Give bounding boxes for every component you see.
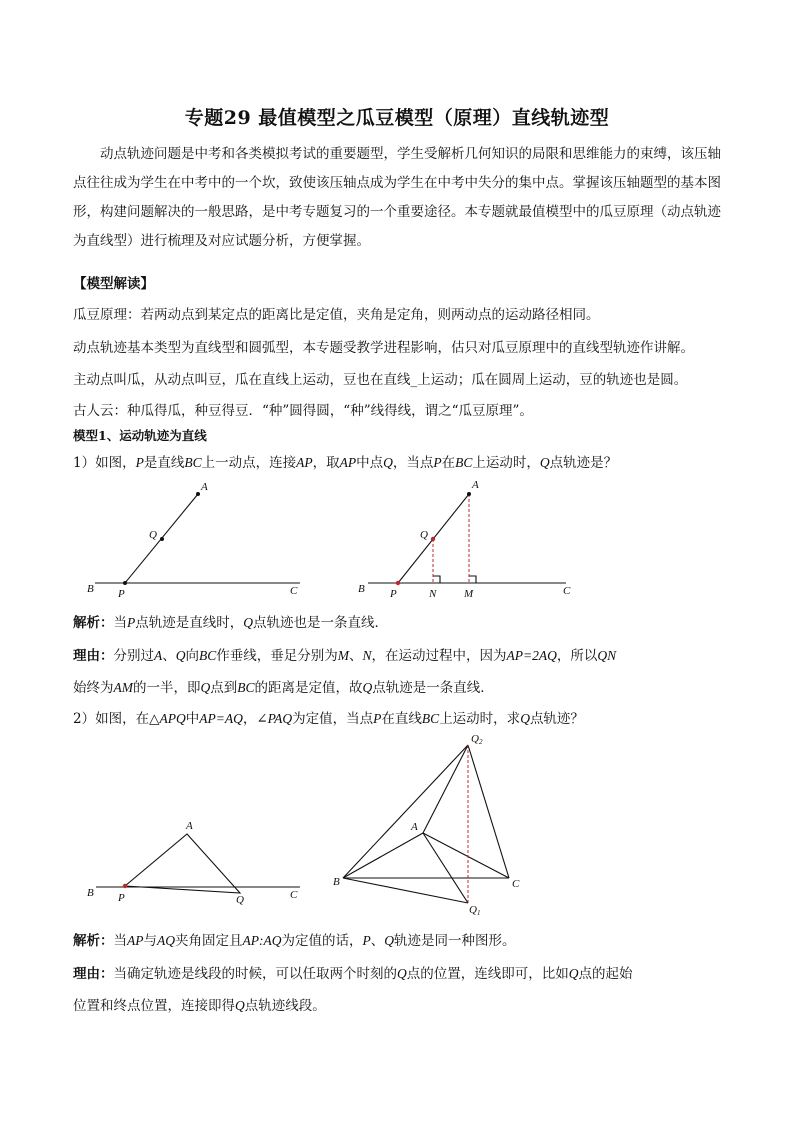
fig1-label-a: A bbox=[201, 481, 208, 493]
fig2-label-c: C bbox=[563, 585, 571, 597]
var: AM bbox=[113, 680, 133, 695]
text: 点轨迹线段。 bbox=[244, 998, 326, 1014]
fig4-segment-q2c bbox=[468, 745, 509, 878]
text: 中点 bbox=[356, 455, 384, 471]
var: Q bbox=[539, 455, 550, 470]
fig2-label-n: N bbox=[429, 588, 437, 600]
reason-2 bbox=[73, 962, 733, 982]
fig2-label-p: P bbox=[390, 588, 397, 600]
page-title: 专题29 最值模型之瓜豆模型（原理）直线轨迹型 bbox=[184, 107, 610, 129]
section-heading: 【模型解读】 bbox=[73, 276, 154, 292]
var: P bbox=[373, 711, 382, 726]
var: A bbox=[154, 648, 163, 663]
text: ，∠ bbox=[242, 711, 268, 727]
fig4-label-q1-letter: Q bbox=[469, 904, 477, 916]
var: BC bbox=[199, 648, 217, 663]
reason-2-cont bbox=[73, 994, 733, 1014]
text: 当 bbox=[113, 933, 127, 949]
text: 在直线 bbox=[381, 711, 422, 727]
text: 点轨迹是直线时， bbox=[135, 615, 244, 631]
fig4-segment-bq1 bbox=[343, 878, 468, 903]
text: 夹角固定且 bbox=[175, 933, 243, 949]
text: 点的起始 bbox=[578, 966, 633, 982]
var: Q bbox=[397, 966, 407, 981]
var: N bbox=[362, 648, 372, 663]
types-line: 动点轨迹基本类型为直线型和圆弧型，本专题受教学进程影响，估只对瓜豆原理中的直线型轨迹作讲解。 bbox=[73, 340, 694, 356]
text: 作垂线，垂足分别为 bbox=[216, 648, 338, 664]
fig3-label-b: B bbox=[87, 887, 94, 899]
text: 向 bbox=[185, 648, 199, 664]
fig1-label-c: C bbox=[290, 585, 298, 597]
fig2-label-q: Q bbox=[420, 529, 428, 541]
text: ，取 bbox=[312, 455, 340, 471]
fig1-label-b: B bbox=[87, 583, 94, 595]
text: 上运动时， bbox=[472, 455, 540, 471]
fig3-label-p: P bbox=[118, 892, 125, 904]
fig3-label-c: C bbox=[290, 889, 298, 901]
label: 解析： bbox=[73, 933, 114, 949]
fig4-label-q1 bbox=[469, 904, 480, 917]
fig4-label-q2-letter: Q bbox=[471, 733, 479, 745]
text: 位置和终点位置，连接即得 bbox=[73, 998, 235, 1014]
text: 与 bbox=[143, 933, 157, 949]
var: AP bbox=[127, 933, 144, 948]
var: Q bbox=[362, 680, 373, 695]
text: 点轨迹也是一条直线． bbox=[253, 615, 388, 631]
fig4-segment-ac bbox=[423, 833, 509, 878]
var: P bbox=[362, 933, 371, 948]
text: 的距离是定值，故 bbox=[254, 680, 363, 696]
label: 解析： bbox=[73, 615, 114, 631]
text: 为定值的话， bbox=[281, 933, 363, 949]
fig4-label-a: A bbox=[411, 821, 418, 833]
var: PAQ bbox=[267, 711, 293, 726]
ancients-line: 古人云：种瓜得瓜，种豆得豆．“种”圆得圆，“种”线得线，谓之“瓜豆原理”。 bbox=[73, 403, 533, 419]
fig4-label-b: B bbox=[333, 876, 340, 888]
var: BC bbox=[421, 711, 440, 726]
text: 是直线 bbox=[143, 455, 185, 471]
fig1-label-p: P bbox=[118, 588, 125, 600]
text: 分别过 bbox=[113, 648, 154, 664]
text: ，在运动过程中，因为 bbox=[371, 648, 507, 664]
fig3-label-a: A bbox=[186, 820, 193, 832]
var: P bbox=[433, 455, 442, 470]
principle-line: 瓜豆原理：若两动点到某定点的距离比是定值，夹角是定角，则两动点的运动路径相同。 bbox=[73, 307, 600, 323]
var: AP=AQ bbox=[199, 711, 243, 726]
text: 上一动点，连接 bbox=[201, 455, 297, 471]
fig4-label-q2 bbox=[471, 733, 483, 746]
text: 为定值，当点 bbox=[292, 711, 374, 727]
var: Q bbox=[200, 680, 211, 695]
text: 点的位置，连线即可，比如 bbox=[406, 966, 569, 982]
fig4-segment-aq2 bbox=[423, 745, 468, 833]
label: 理由： bbox=[73, 966, 114, 982]
fig4-segment-ba bbox=[343, 833, 423, 878]
text: 当 bbox=[113, 615, 127, 631]
fig4-segment-bq2 bbox=[343, 745, 468, 878]
text: ，所以 bbox=[556, 648, 598, 664]
fig4-label-c: C bbox=[512, 878, 520, 890]
fig2-label-b: B bbox=[358, 583, 365, 595]
main-point-line: 主动点叫瓜，从动点叫豆，瓜在直线上运动，豆也在直线_上运动；瓜在圆周上运动，豆的轨迹也是圆。 bbox=[73, 372, 688, 388]
fig2-label-m: M bbox=[464, 588, 474, 600]
var: AQ bbox=[157, 933, 175, 948]
text: 点轨迹？ bbox=[529, 711, 584, 727]
text: 、 bbox=[162, 648, 176, 664]
var: Q bbox=[175, 648, 186, 663]
text: ，当点 bbox=[392, 455, 434, 471]
text: 点轨迹是？ bbox=[549, 455, 618, 471]
var: AP=2AQ bbox=[506, 648, 557, 663]
fig4-label-q1-sub: 1 bbox=[476, 909, 481, 917]
fig1-label-q: Q bbox=[149, 529, 157, 541]
var: Q bbox=[568, 966, 579, 981]
model1-heading: 模型1、运动轨迹为直线 bbox=[73, 428, 207, 443]
text: 在 bbox=[441, 455, 456, 471]
text: 当确定轨迹是线段的时候，可以任取两个时刻的 bbox=[113, 966, 397, 982]
text: 中 bbox=[185, 711, 200, 727]
fig4-lines bbox=[343, 745, 509, 903]
var: M bbox=[337, 648, 350, 663]
text: 、 bbox=[370, 933, 385, 949]
text: 上运动时，求 bbox=[439, 711, 521, 727]
fig4-segment-aq1 bbox=[423, 833, 468, 903]
text: 1）如图， bbox=[73, 455, 136, 471]
fig3-label-q: Q bbox=[236, 894, 244, 906]
var: APQ bbox=[159, 711, 186, 726]
var: QN bbox=[597, 648, 617, 663]
text: 2）如图，在△ bbox=[73, 711, 160, 727]
var: Q bbox=[383, 455, 393, 470]
var: AP:AQ bbox=[242, 933, 282, 948]
fig2-label-a: A bbox=[472, 479, 479, 491]
var: BC bbox=[237, 680, 255, 695]
var: P bbox=[127, 615, 136, 630]
text: 轨迹是同一种图形。 bbox=[393, 933, 516, 949]
fig4-label-q2-sub: 2 bbox=[478, 738, 483, 746]
var: AP bbox=[296, 455, 313, 470]
label: 理由： bbox=[73, 648, 114, 664]
var: Q bbox=[235, 998, 245, 1013]
var: Q bbox=[520, 711, 530, 726]
var: BC bbox=[455, 455, 473, 470]
text: 点轨迹是一条直线． bbox=[372, 680, 494, 696]
var: Q bbox=[243, 615, 253, 630]
var: BC bbox=[184, 455, 202, 470]
text: 始终为 bbox=[73, 680, 114, 696]
text: 点到 bbox=[210, 680, 238, 696]
var: P bbox=[135, 455, 144, 470]
text: 、 bbox=[349, 648, 363, 664]
var: Q bbox=[384, 933, 394, 948]
var: AP bbox=[339, 455, 357, 470]
text: 的一半，即 bbox=[133, 680, 201, 696]
analysis-2 bbox=[73, 929, 733, 949]
intro-paragraph: 动点轨迹问题是中考和各类模拟考试的重要题型，学生受解析几何知识的局限和思维能力的束缚，该压轴点往往成为学生在中考中的一个坎，致使该压轴点成为学生在中考中失分的集中点。掌握该压轴题型的基本图形，构建问题解决的一般思路，是中考专题复习的一个重要途径。本专题就最值模型中的瓜豆原理（动点轨迹为直线型）进行梳理及对应试题分析，方便掌握。 bbox=[73, 146, 721, 249]
